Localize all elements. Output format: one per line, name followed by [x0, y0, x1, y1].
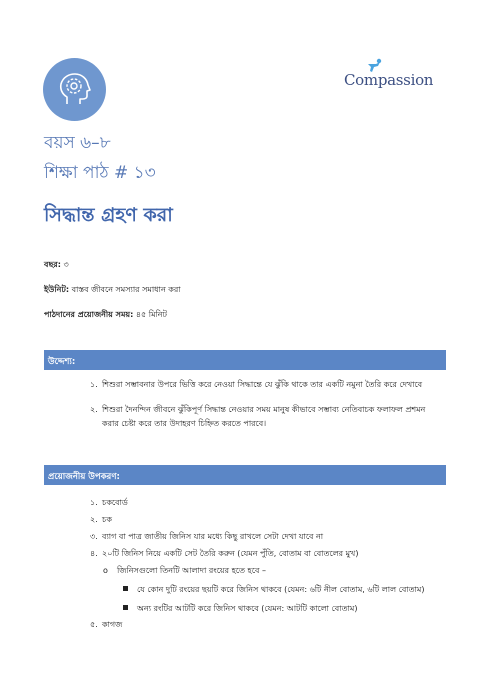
- brain-gear-badge: [43, 58, 106, 121]
- time-value: ৪৫ মিনিট: [135, 310, 167, 319]
- year-value: ৩: [63, 260, 69, 269]
- age-range: বয়স ৬–৮: [44, 133, 111, 153]
- material-subsub-item: যে কোন দুটি রংয়ের ছয়টি করে জিনিস থাকবে (যেমন: ৬টি নীল বোতাম, ৬টি লাল বোতাম): [123, 584, 424, 597]
- objective-item: [90, 403, 425, 431]
- meta-unit: [44, 284, 181, 297]
- lesson-number: শিক্ষা পাঠ # ১৩: [44, 163, 156, 183]
- square-bullet-icon: [123, 586, 128, 591]
- meta-year: [44, 259, 69, 272]
- square-bullet-icon: [123, 605, 128, 610]
- objective-text: শিশুরা সম্ভাবনার উপরে ভিত্তি করে নেওয়া সিদ্ধান্তে যে ঝুঁকি থাকে তার একটি নমুনা তৈরি করে দেখাবে: [102, 380, 423, 389]
- objective-number: ২.: [90, 405, 98, 414]
- objective-item: [90, 378, 422, 392]
- objective-text: শিশুরা দৈনন্দিন জীবনে ঝুঁকিপূর্ণ সিদ্ধান্ত নেওয়ার সময় মানুষ কীভাবে সম্ভাব্য নেতিবাচক ফলাফল প্রশমন: [102, 405, 426, 414]
- unit-value: বাস্তব জীবনে সমস্যার সমাধান করা: [71, 285, 181, 294]
- material-item: ৪. ২০টি জিনিস নিয়ে একটি সেট তৈরি করুন (যেমন পুঁতি, বোতাম বা বোতলের মুখ): [90, 549, 359, 558]
- hollow-bullet-icon: o: [103, 566, 108, 575]
- material-subsub-item: অন্য রংটির আটটি করে জিনিস থাকবে (যেমন: আটটি কালো বোতাম): [123, 603, 357, 616]
- materials-heading: প্রয়োজনীয় উপকরণ:: [44, 465, 446, 485]
- material-item: ১. চকবোর্ড: [90, 498, 128, 507]
- unit-label: ইউনিট:: [44, 285, 70, 294]
- material-sub-item: o জিনিসগুলো তিনটি আলাদা রংয়ের হতে হবে –: [103, 566, 266, 575]
- lesson-title: সিদ্ধান্ত গ্রহণ করা: [44, 204, 173, 226]
- material-item: ২. চক: [90, 515, 112, 524]
- compassion-logo: [344, 58, 448, 98]
- material-item: ৩. ব্যাগ বা পাত্র জাতীয় জিনিস যার মধ্যে কিছু রাখলে সেটা দেখা যাবে না: [90, 532, 324, 541]
- time-label: পাঠদানের প্রয়োজনীয় সময়:: [44, 310, 134, 319]
- objective-text-continued: করার চেষ্টা করে তার উদাহরণ চিহ্নিত করতে পারবে।: [102, 419, 267, 428]
- brain-gear-icon: [56, 71, 93, 108]
- logo-wordmark: Compassion: [344, 71, 434, 89]
- year-label: বছর:: [44, 260, 61, 269]
- meta-time: [44, 309, 167, 322]
- objective-number: ১.: [90, 380, 98, 389]
- material-item: ৫. কাগজ: [90, 620, 123, 629]
- objectives-heading: উদ্দেশ্য:: [44, 350, 446, 370]
